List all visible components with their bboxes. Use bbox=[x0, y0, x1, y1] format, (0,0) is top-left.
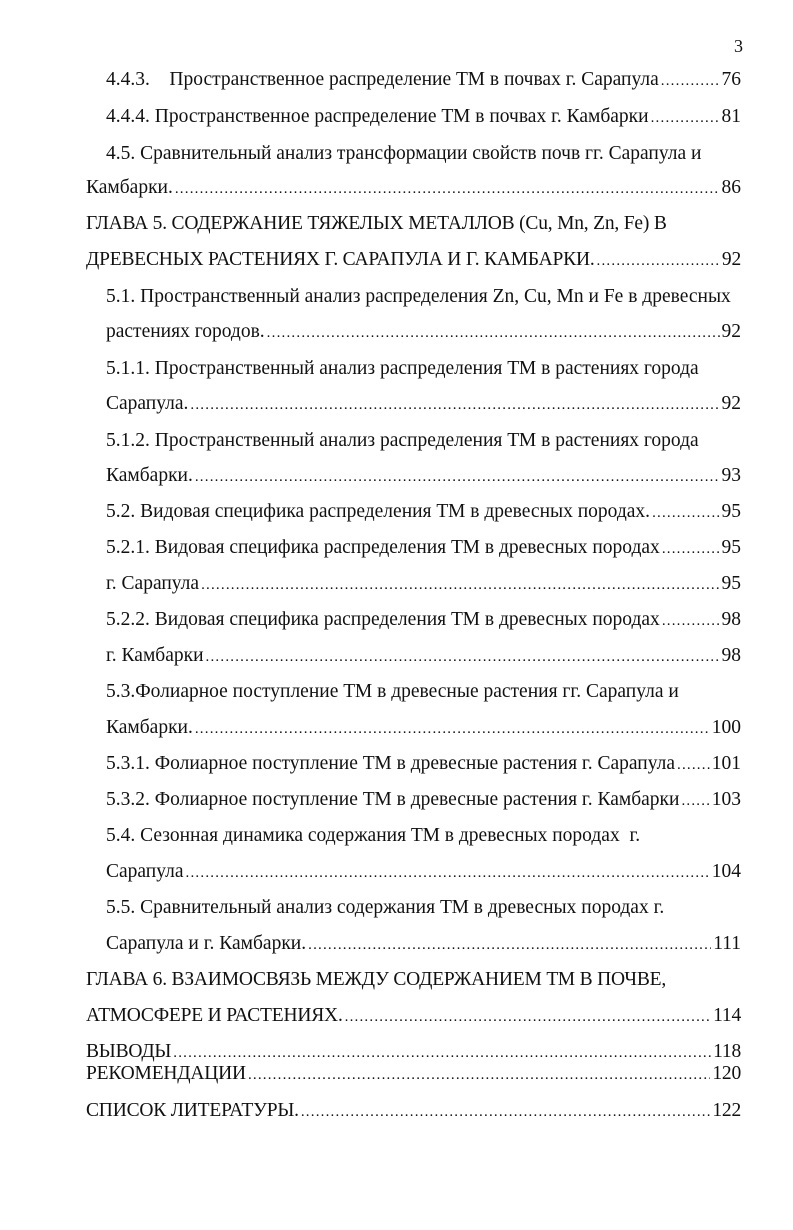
toc-entry-page: 104 bbox=[711, 861, 741, 882]
toc-leader bbox=[175, 177, 720, 201]
toc-entry-page: 111 bbox=[713, 933, 741, 954]
toc-entry bbox=[106, 716, 741, 741]
toc-entry bbox=[106, 357, 741, 381]
toc-entry-page: 120 bbox=[712, 1063, 741, 1084]
toc-entry-text: 5.3.1. Фолиарное поступление ТМ в древесные растения г. Сарапула bbox=[106, 753, 675, 774]
toc-entry-page: 95 bbox=[721, 501, 741, 522]
toc-entry-page: 118 bbox=[713, 1041, 741, 1062]
toc-entry-page: 103 bbox=[711, 789, 741, 810]
toc-entry-page: 122 bbox=[712, 1100, 741, 1121]
toc-entry-text: 5.2. Видовая специфика распределения ТМ в древесных породах. bbox=[106, 501, 651, 522]
toc-entry-text: г. Камбарки bbox=[106, 645, 204, 666]
toc-entry bbox=[106, 932, 741, 957]
toc-leader bbox=[190, 393, 719, 417]
toc-leader bbox=[345, 1005, 711, 1029]
toc-entry-text: ВЫВОДЫ bbox=[86, 1041, 172, 1062]
toc-entry bbox=[106, 68, 741, 93]
toc-entry bbox=[106, 464, 741, 489]
toc-entry-text: 4.4.3. Пространственное распределение ТМ в почвах г. Сарапула bbox=[106, 69, 659, 90]
toc-entry bbox=[106, 429, 741, 453]
toc-entry-text: Сарапула. bbox=[106, 393, 189, 414]
toc-leader bbox=[195, 717, 710, 741]
toc-entry bbox=[106, 320, 741, 345]
toc-entry bbox=[106, 285, 741, 309]
toc-entry bbox=[106, 500, 741, 525]
toc-entry-text: Камбарки. bbox=[106, 465, 193, 486]
toc-entry-text: 5.2.2. Видовая специфика распределения ТМ в древесных породах bbox=[106, 609, 660, 630]
toc-entry-text: 5.1.1. Пространственный анализ распределения ТМ в растениях города bbox=[106, 358, 699, 379]
toc-entry-text: ДРЕВЕСНЫХ РАСТЕНИЯХ Г. САРАПУЛА И Г. КАМБАРКИ. bbox=[86, 249, 595, 270]
toc-chapter bbox=[86, 968, 741, 992]
toc-entry bbox=[106, 680, 741, 704]
toc-entry bbox=[106, 392, 741, 417]
toc-entry-text: Сарапула bbox=[106, 861, 184, 882]
toc-leader bbox=[186, 861, 710, 885]
toc-chapter bbox=[86, 1062, 741, 1087]
toc-entry bbox=[86, 176, 741, 201]
toc-entry-page: 98 bbox=[721, 609, 741, 630]
toc-entry-text: ГЛАВА 5. СОДЕРЖАНИЕ ТЯЖЕЛЫХ МЕТАЛЛОВ (Cu, Mn, Zn, Fe) В bbox=[86, 213, 667, 234]
toc-entry bbox=[106, 536, 741, 561]
toc-leader bbox=[308, 933, 711, 957]
toc-entry-text: 4.5. Сравнительный анализ трансформации свойств почв гг. Сарапула и bbox=[106, 143, 702, 164]
page-number: 3 bbox=[734, 36, 743, 56]
toc-entry-text: 5.1.2. Пространственный анализ распределения ТМ в растениях города bbox=[106, 430, 699, 451]
toc-chapter bbox=[86, 1004, 741, 1029]
toc-leader bbox=[201, 573, 719, 597]
toc-entry-page: 92 bbox=[721, 321, 741, 342]
toc-entry-text: 4.4.4. Пространственное распределение ТМ в почвах г. Камбарки bbox=[106, 106, 649, 127]
toc-leader bbox=[661, 69, 720, 93]
toc-entry-text: 5.5. Сравнительный анализ содержания ТМ в древесных породах г. bbox=[106, 897, 665, 918]
toc-entry bbox=[106, 105, 741, 130]
toc-leader bbox=[677, 753, 710, 777]
toc-leader bbox=[652, 501, 719, 525]
toc-chapter bbox=[86, 1099, 741, 1124]
toc-leader bbox=[267, 321, 720, 345]
toc-leader bbox=[597, 249, 720, 273]
toc-entry-page: 81 bbox=[721, 106, 741, 127]
toc-entry bbox=[106, 752, 741, 777]
toc-leader bbox=[662, 609, 720, 633]
toc-entry-page: 93 bbox=[721, 465, 741, 486]
toc-leader bbox=[301, 1100, 711, 1124]
toc-entry-text: АТМОСФЕРЕ И РАСТЕНИЯХ. bbox=[86, 1005, 343, 1026]
toc-entry-text: СПИСОК ЛИТЕРАТУРЫ. bbox=[86, 1100, 299, 1121]
toc-leader bbox=[195, 465, 720, 489]
toc-entry-text: 5.3.Фолиарное поступление ТМ в древесные растения гг. Сарапула и bbox=[106, 681, 679, 702]
toc-entry-text: 5.4. Сезонная динамика содержания ТМ в древесных породах г. bbox=[106, 825, 641, 846]
toc-chapter bbox=[86, 212, 741, 236]
toc-entry-page: 76 bbox=[721, 69, 741, 90]
toc-entry-text: РЕКОМЕНДАЦИИ bbox=[86, 1063, 246, 1084]
toc-leader bbox=[662, 537, 720, 561]
toc-entry-page: 95 bbox=[721, 573, 741, 594]
toc-entry bbox=[106, 896, 741, 920]
toc-entry-text: 5.3.2. Фолиарное поступление ТМ в древесные растения г. Камбарки bbox=[106, 789, 680, 810]
toc-entry-page: 114 bbox=[713, 1005, 741, 1026]
toc-entry bbox=[106, 860, 741, 885]
toc-leader bbox=[248, 1063, 710, 1087]
toc-entry bbox=[106, 142, 741, 166]
toc-entry bbox=[106, 824, 741, 848]
toc-entry-text: 5.1. Пространственный анализ распределения Zn, Cu, Mn и Fe в древесных bbox=[106, 286, 731, 307]
toc-entry-page: 95 bbox=[721, 537, 741, 558]
toc-leader bbox=[651, 106, 720, 130]
toc-entry-page: 98 bbox=[721, 645, 741, 666]
toc-entry-text: г. Сарапула bbox=[106, 573, 200, 594]
toc-entry-page: 100 bbox=[711, 717, 741, 738]
toc-entry bbox=[106, 788, 741, 813]
toc-leader bbox=[681, 789, 709, 813]
toc-entry-text: Камбарки. bbox=[86, 177, 173, 198]
toc-entry-page: 86 bbox=[721, 177, 741, 198]
toc-entry bbox=[106, 608, 741, 633]
toc-chapter bbox=[86, 248, 741, 273]
toc-entry-text: Камбарки. bbox=[106, 717, 193, 738]
toc-entry bbox=[106, 644, 741, 669]
toc-leader bbox=[206, 645, 720, 669]
toc-entry-page: 92 bbox=[721, 393, 741, 414]
toc-entry-text: растениях городов. bbox=[106, 321, 265, 342]
toc-entry-text: 5.2.1. Видовая специфика распределения ТМ в древесных породах bbox=[106, 537, 660, 558]
toc-entry-page: 92 bbox=[721, 249, 741, 270]
toc-entry-text: Сарапула и г. Камбарки. bbox=[106, 933, 307, 954]
toc-entry bbox=[106, 572, 741, 597]
toc-entry-text: ГЛАВА 6. ВЗАИМОСВЯЗЬ МЕЖДУ СОДЕРЖАНИЕМ ТМ В ПОЧВЕ, bbox=[86, 969, 667, 990]
toc-entry-page: 101 bbox=[711, 753, 741, 774]
